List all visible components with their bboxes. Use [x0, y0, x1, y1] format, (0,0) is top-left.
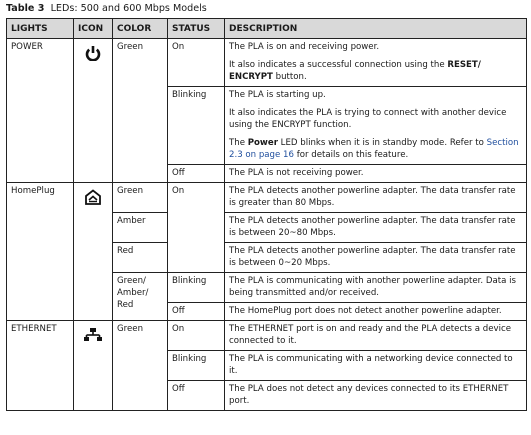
ethernet-off-description: The PLA does not detect any devices connected to its ETHERNET port. [225, 381, 527, 411]
homeplug-color-red: Red [113, 243, 168, 273]
header-status: STATUS [168, 19, 225, 39]
ethernet-blinking-description: The PLA is communicating with a networking device connected to it. [225, 351, 527, 381]
caption-title: LEDs: 500 and 600 Mbps Models [50, 3, 207, 14]
header-description: DESCRIPTION [225, 19, 527, 39]
homeplug-amber-description: The PLA detects another powerline adapter. The data transfer rate is between 20~80 Mbps. [225, 213, 527, 243]
header-row [7, 19, 527, 39]
header-color: COLOR [113, 19, 168, 39]
ethernet-color: Green [113, 321, 168, 411]
power-status-off: Off [168, 165, 225, 183]
homeplug-green-description: The PLA detects another powerline adapter. The data transfer rate is greater than 80 Mbps. [225, 183, 527, 213]
power-status-on: On [168, 39, 225, 87]
homeplug-status-off: Off [168, 303, 225, 321]
ethernet-status-off: Off [168, 381, 225, 411]
table-caption [6, 3, 207, 14]
homeplug-color-amber: Amber [113, 213, 168, 243]
light-ethernet: ETHERNET [7, 321, 74, 411]
homeplug-blinking-description: The PLA is communicating with another powerline adapter. Data is being transmitted and/or received. [225, 273, 527, 303]
power-icon [74, 39, 113, 183]
led-table [6, 18, 527, 411]
power-blinking-description: The PLA is starting up. It also indicates the PLA is trying to connect with another device using the ENCRYPT function. The Power LED blinks when it is in standby mode. Refer to Section 2.3 on page 16 for details on this feature. [225, 87, 527, 165]
power-on-description: The PLA is on and receiving power. It also indicates a successful connection using the RESET/ ENCRYPT button. [225, 39, 527, 87]
power-color: Green [113, 39, 168, 183]
homeplug-color-multi: Green/ Amber/ Red [113, 273, 168, 321]
header-lights: LIGHTS [7, 19, 74, 39]
light-power: POWER [7, 39, 74, 183]
homeplug-status-on: On [168, 183, 225, 273]
ethernet-status-on: On [168, 321, 225, 351]
ethernet-icon [74, 321, 113, 411]
ethernet-on-description: The ETHERNET port is on and ready and the PLA detects a device connected to it. [225, 321, 527, 351]
table-row [7, 183, 527, 213]
homeplug-color-green: Green [113, 183, 168, 213]
power-status-blinking: Blinking [168, 87, 225, 165]
homeplug-red-description: The PLA detects another powerline adapter. The data transfer rate is between 0~20 Mbps. [225, 243, 527, 273]
table-row [7, 321, 527, 351]
homeplug-status-blinking: Blinking [168, 273, 225, 303]
homeplug-icon [74, 183, 113, 321]
homeplug-off-description: The HomePlug port does not detect another powerline adapter. [225, 303, 527, 321]
section-link[interactable]: Section 2.3 on page 16 [229, 138, 519, 160]
power-off-description: The PLA is not receiving power. [225, 165, 527, 183]
light-homeplug: HomePlug [7, 183, 74, 321]
caption-label: Table 3 [6, 3, 45, 14]
header-icon: ICON [74, 19, 113, 39]
ethernet-status-blinking: Blinking [168, 351, 225, 381]
table-row [7, 39, 527, 87]
